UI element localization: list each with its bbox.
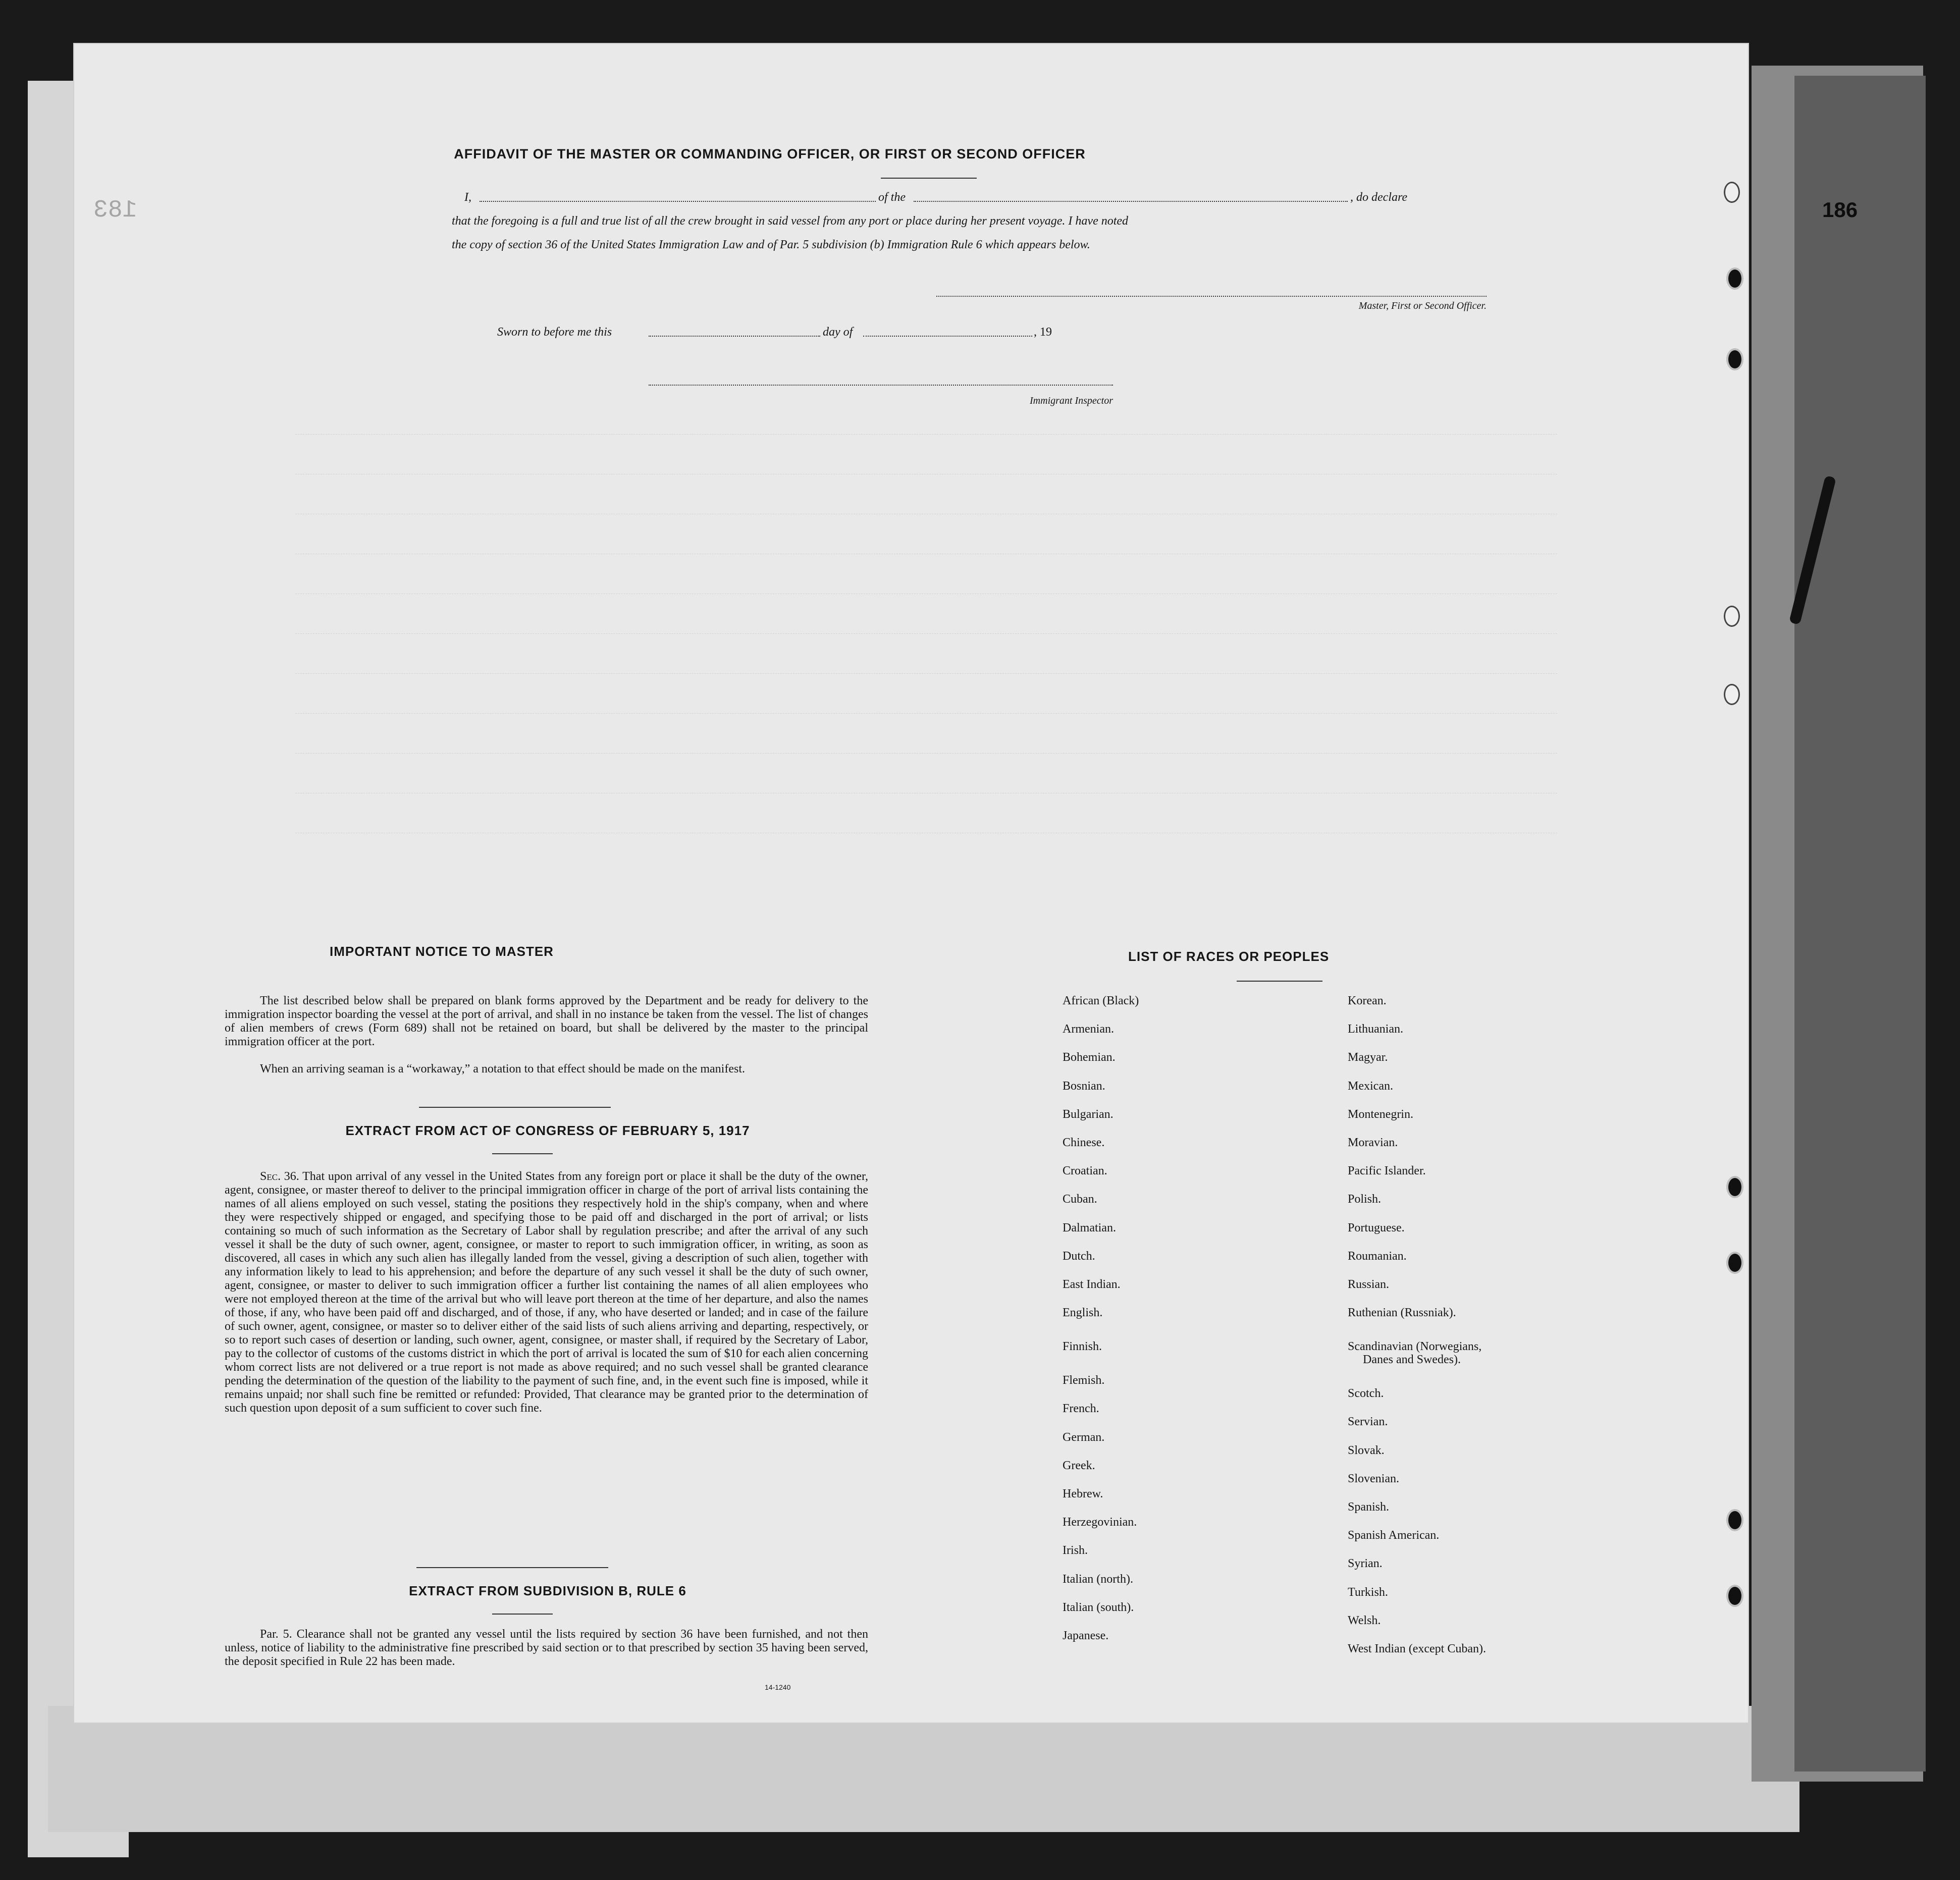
section-rule [492, 1153, 553, 1154]
binder-hole [1724, 684, 1740, 705]
notice-paragraph-2: When an arriving seaman is a “workaway,” a notation to that effect should be made on the manifest. [260, 1062, 745, 1076]
race-item: Pacific Islander. [1348, 1164, 1426, 1178]
form-number: 14-1240 [765, 1683, 791, 1691]
race-item: Servian. [1348, 1415, 1388, 1429]
binder-strip [1794, 76, 1926, 1771]
race-item: Dutch. [1063, 1249, 1095, 1263]
race-item: Ruthenian (Russniak). [1348, 1306, 1456, 1320]
race-item: Bulgarian. [1063, 1107, 1114, 1121]
rule-extract-text: Par. 5. Clearance shall not be granted any vessel until the lists required by section 36 have been furnished, and not then unless, notice of liability to the administrative fine prescribed by said section or to that prescribed by section 35 having been served, the deposit specified in Rule 22 has been made. [225, 1628, 868, 1668]
race-item: Slovenian. [1348, 1472, 1399, 1485]
race-item: Japanese. [1063, 1629, 1109, 1642]
race-item: Mexican. [1348, 1079, 1393, 1093]
race-item: Magyar. [1348, 1051, 1388, 1064]
race-item: Lithuanian. [1348, 1023, 1403, 1036]
act-extract-text: Sec. 36. That upon arrival of any vessel in the United States from any foreign port or place it shall be the duty of the owner, agent, consignee, or master thereof to deliver to the principal immigration officer in charge of the port of arrival lists containing the names of all aliens employed on such vessel, stating the positions they respectively hold in the ship's company, when and where they were respectively shipped or engaged, and specifying those to be paid off and discharged in the port of arrival; or lists containing so much of such information as the Secretary of Labor shall by regulation prescribe; and after the arrival of any such vessel it shall be the duty of such owner, agent, consignee, or master to report to such immigration officer, in writing, as soon as discovered, all cases in which any such alien has illegally landed from the vessel, giving a description of such alien, together with any information likely to lead to his apprehension; and before the departure of any such vessel it shall be the duty of such owner, agent, consignee, or master to deliver to such immigration officer a further list containing the names of all alien employees who were not employed thereon at the time of the arrival but who will leave port thereon at the time of her departure, and also the names of those, if any, who have been paid off and discharged, and of those, if any, who have deserted or landed; and in case of the failure of such owner, agent, consignee, or master so to deliver either of the said lists of such aliens arriving and departing, respectively, or so to report such cases of desertion or landing, such owner, agent, consignee, or master shall, if required by the Secretary of Labor, pay to the collector of customs of the customs district in which the port of arrival is located the sum of $10 for each alien concerning whom correct lists are not delivered or a true report is not made as above required; and no such vessel shall be granted clearance pending the determination of the question of the liability to the payment of such fine, and, in the event such fine is imposed, while it remains unpaid; nor shall such fine be remitted or refunded: Provided, That clearance may be granted prior to the determination of such question upon deposit of a sum sufficient to cover such fine. [225, 1170, 869, 1415]
sheet-number: 186 [1822, 198, 1858, 222]
section-rule [416, 1567, 608, 1568]
race-item: Slovak. [1348, 1443, 1385, 1457]
race-item: East Indian. [1063, 1278, 1121, 1291]
race-item: Armenian. [1063, 1023, 1114, 1036]
show-through-text [295, 414, 1658, 929]
race-item: Moravian. [1348, 1136, 1398, 1149]
race-item: Hebrew. [1063, 1487, 1103, 1500]
race-item: Irish. [1063, 1544, 1088, 1557]
race-item: Bosnian. [1063, 1079, 1105, 1093]
race-item: Syrian. [1348, 1557, 1383, 1571]
races-title: LIST OF RACES OR PEOPLES [1128, 949, 1330, 964]
section-rule [419, 1107, 611, 1108]
race-item: Polish. [1348, 1193, 1382, 1206]
race-item: Welsh. [1348, 1614, 1381, 1627]
race-item: Dalmatian. [1063, 1221, 1116, 1234]
race-item: Herzegovinian. [1063, 1516, 1137, 1529]
affidavit-line-3: the copy of section 36 of the United States Immigration Law and of Par. 5 subdivision (b) Immigration Rule 6 which appears below. [452, 238, 1090, 251]
binder-hole [1724, 606, 1740, 627]
race-item: Bohemian. [1063, 1051, 1116, 1064]
sworn-day-blank [649, 335, 820, 337]
race-item: Scandinavian (Norwegians, [1348, 1340, 1482, 1354]
name-blank [480, 200, 876, 202]
act-extract-title: EXTRACT FROM ACT OF CONGRESS OF FEBRUARY 5, 1917 [345, 1123, 750, 1138]
race-item: Roumanian. [1348, 1249, 1407, 1263]
ghost-page-number: 183 [93, 197, 137, 224]
binder-hole [1726, 1585, 1743, 1607]
race-item: Cuban. [1063, 1193, 1097, 1206]
sworn-month-blank [863, 335, 1032, 337]
race-item: African (Black) [1063, 994, 1139, 1007]
notice-title: IMPORTANT NOTICE TO MASTER [330, 944, 554, 959]
inspector-signature-line [649, 384, 1113, 386]
rule-extract-title: EXTRACT FROM SUBDIVISION B, RULE 6 [409, 1583, 686, 1598]
manifest-page [73, 43, 1749, 1724]
race-item: West Indian (except Cuban). [1348, 1642, 1486, 1655]
notice-paragraph-1: The list described below shall be prepared on blank forms approved by the Department and be ready for delivery to the immigration inspector boarding the vessel at the port of arrival, and shall in no instance be taken from the vessel. The list of changes of alien members of crews (Form 689) shall not be retained on board, but shall be delivered by the master to the principal immigration officer at the port. [225, 994, 868, 1048]
race-item: German. [1063, 1430, 1105, 1444]
race-item: Russian. [1348, 1278, 1390, 1291]
race-item: Italian (north). [1063, 1572, 1133, 1586]
race-item: Korean. [1348, 994, 1387, 1007]
race-item: Scotch. [1348, 1387, 1384, 1401]
sworn-line: Sworn to before me this day of , 19 [497, 326, 1052, 339]
race-item: Flemish. [1063, 1374, 1105, 1387]
master-signature-label: Master, First or Second Officer. [1358, 300, 1487, 311]
vessel-blank [914, 200, 1348, 202]
race-item: Portuguese. [1348, 1221, 1405, 1234]
race-item: Italian (south). [1063, 1600, 1134, 1614]
affidavit-line-2: that the foregoing is a full and true list of all the crew brought in said vessel from any port or place during her present voyage. I have noted [452, 214, 1129, 228]
race-item: Turkish. [1348, 1585, 1388, 1599]
race-item: Finnish. [1063, 1340, 1102, 1354]
affidavit-title: AFFIDAVIT OF THE MASTER OR COMMANDING OFFICER, OR FIRST OR SECOND OFFICER [454, 146, 1086, 162]
race-item: French. [1063, 1402, 1099, 1416]
master-signature-line [936, 295, 1487, 297]
race-item: Danes and Swedes). [1363, 1353, 1461, 1367]
binder-hole [1724, 182, 1740, 203]
race-item: Montenegrin. [1348, 1107, 1413, 1121]
race-item: Spanish. [1348, 1500, 1390, 1514]
title-rule [881, 178, 977, 179]
binder-hole [1726, 267, 1743, 290]
binder-hole [1726, 1176, 1743, 1198]
binder-hole [1726, 1509, 1743, 1531]
underlying-sheet-bottom [48, 1706, 1799, 1832]
race-item: Chinese. [1063, 1136, 1105, 1149]
race-item: Spanish American. [1348, 1529, 1440, 1542]
section-rule [492, 1614, 553, 1615]
affidavit-line-1: I, of the , do declare [464, 191, 1408, 204]
binder-hole [1726, 1252, 1743, 1274]
race-item: Croatian. [1063, 1164, 1107, 1178]
binder-hole [1726, 348, 1743, 370]
inspector-signature-label: Immigrant Inspector [1030, 395, 1113, 406]
race-item: English. [1063, 1306, 1103, 1320]
race-item: Greek. [1063, 1459, 1095, 1472]
races-rule [1237, 981, 1322, 982]
